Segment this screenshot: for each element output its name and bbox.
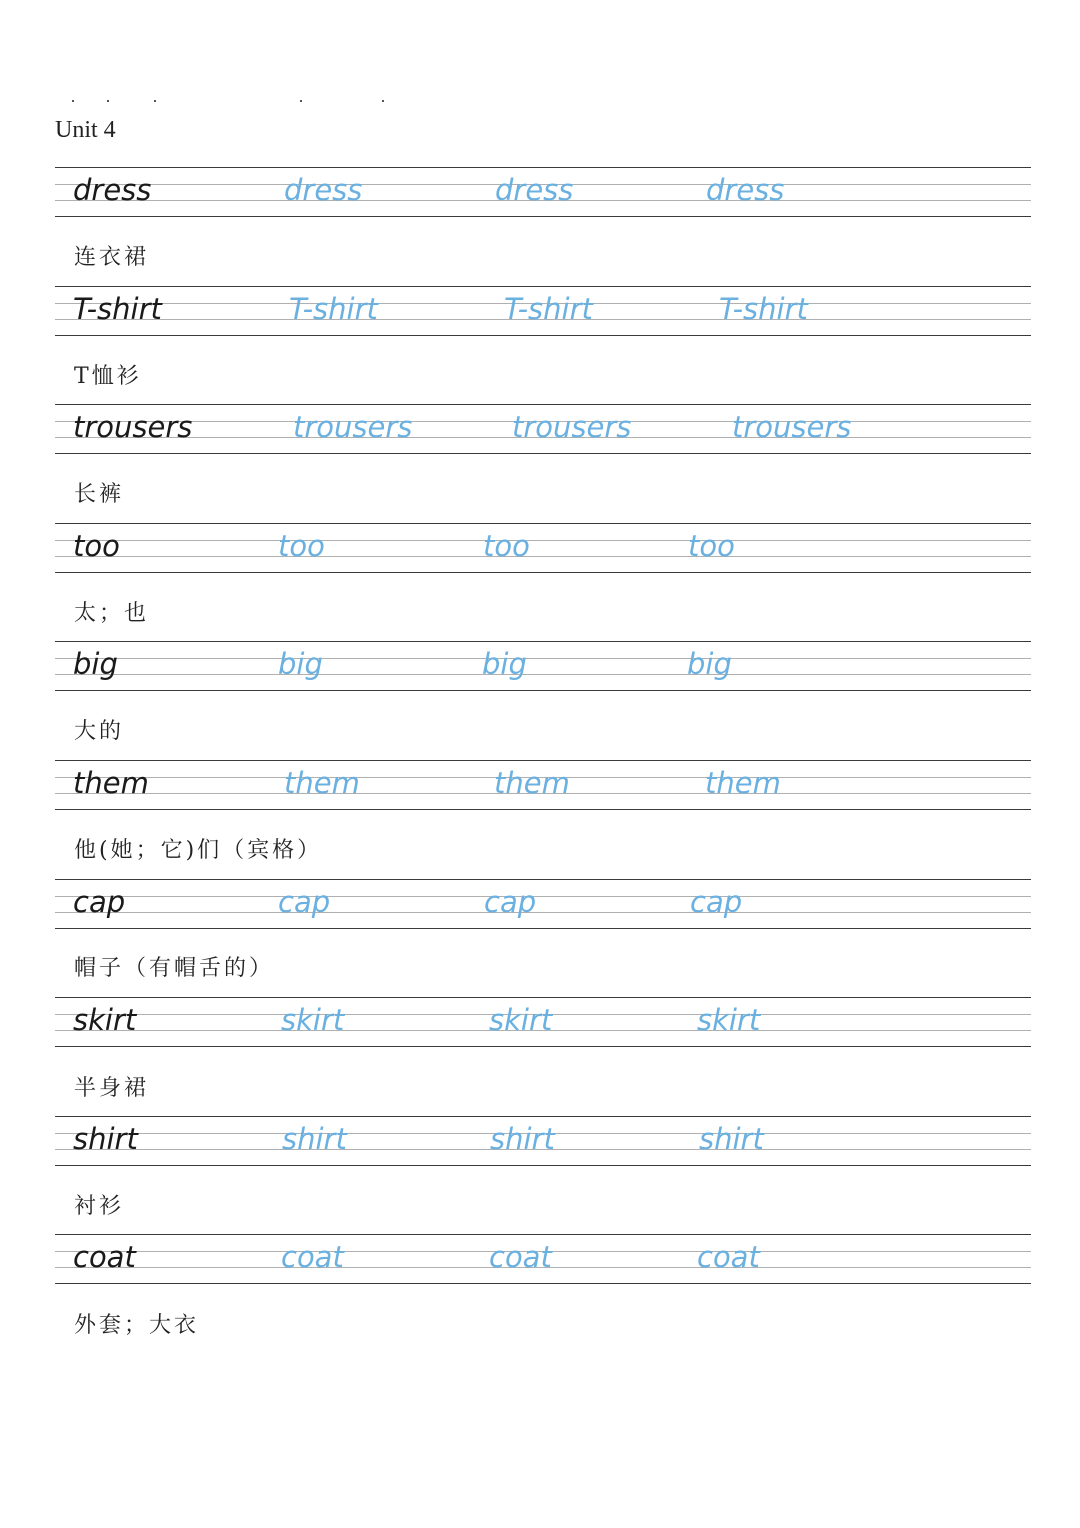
- scan-artifact-dots: [70, 96, 400, 104]
- vocab-word: shirt: [73, 1122, 138, 1156]
- trace-word: them: [494, 766, 570, 800]
- vocab-word: trousers: [73, 410, 193, 444]
- trace-word: big: [687, 647, 732, 681]
- word-meaning: 连衣裙: [74, 245, 150, 270]
- rule-line: [55, 453, 1031, 454]
- writing-lines: [55, 286, 1031, 337]
- writing-lines: [55, 641, 1031, 692]
- rule-line: [55, 912, 1031, 913]
- vocab-entry: [55, 523, 1031, 641]
- rule-line: [55, 335, 1031, 336]
- writing-lines: [55, 1116, 1031, 1167]
- writing-lines: [55, 879, 1031, 930]
- rule-line: [55, 1283, 1031, 1284]
- vocab-word: too: [73, 529, 120, 563]
- writing-lines: [55, 997, 1031, 1048]
- vocab-entry: [55, 997, 1031, 1115]
- vocab-entry: [55, 1116, 1031, 1234]
- vocab-entry: [55, 1234, 1031, 1352]
- trace-word: trousers: [512, 410, 632, 444]
- rule-line: [55, 1234, 1031, 1235]
- trace-word: cap: [484, 885, 537, 919]
- rule-line: [55, 658, 1031, 659]
- trace-word: dress: [495, 173, 574, 207]
- trace-word: skirt: [489, 1003, 553, 1037]
- trace-word: too: [483, 529, 530, 563]
- vocab-word: coat: [73, 1240, 136, 1274]
- word-meaning: 帽子（有帽舌的）: [74, 956, 275, 981]
- trace-word: big: [278, 647, 323, 681]
- writing-lines: [55, 523, 1031, 574]
- rule-line: [55, 928, 1031, 929]
- trace-word: dress: [284, 173, 363, 207]
- vocab-entry: [55, 879, 1031, 997]
- trace-word: dress: [706, 173, 785, 207]
- word-meaning: 外套；大衣: [74, 1313, 200, 1338]
- word-meaning: 半身裙: [74, 1076, 150, 1101]
- vocab-word: cap: [73, 885, 126, 919]
- rule-line: [55, 216, 1031, 217]
- rule-line: [55, 896, 1031, 897]
- rule-line: [55, 286, 1031, 287]
- word-meaning: 大的: [74, 719, 125, 744]
- word-meaning: 长裤: [74, 482, 125, 507]
- trace-word: skirt: [281, 1003, 345, 1037]
- vocab-word: dress: [73, 173, 152, 207]
- vocab-entry: [55, 641, 1031, 759]
- vocab-entry: [55, 404, 1031, 522]
- writing-lines: [55, 1234, 1031, 1285]
- rule-line: [55, 523, 1031, 524]
- trace-word: too: [278, 529, 325, 563]
- rule-line: [55, 809, 1031, 810]
- rule-line: [55, 674, 1031, 675]
- rule-line: [55, 556, 1031, 557]
- vocab-entry: [55, 760, 1031, 878]
- trace-word: shirt: [490, 1122, 555, 1156]
- trace-word: shirt: [699, 1122, 764, 1156]
- writing-lines: [55, 167, 1031, 218]
- artifact-dot: [154, 100, 156, 102]
- rule-line: [55, 760, 1031, 761]
- trace-word: trousers: [732, 410, 852, 444]
- rule-line: [55, 1046, 1031, 1047]
- rule-line: [55, 1116, 1031, 1117]
- word-meaning: 他(她；它)们（宾格）: [74, 838, 323, 863]
- trace-word: cap: [690, 885, 743, 919]
- rule-line: [55, 404, 1031, 405]
- vocab-word: T-shirt: [73, 292, 162, 326]
- vocab-word: big: [73, 647, 118, 681]
- rule-line: [55, 540, 1031, 541]
- trace-word: T-shirt: [719, 292, 808, 326]
- word-meaning: 太；也: [74, 601, 150, 626]
- rule-line: [55, 879, 1031, 880]
- artifact-dot: [300, 100, 302, 102]
- rule-line: [55, 997, 1031, 998]
- vocab-entry: [55, 286, 1031, 404]
- rule-line: [55, 1165, 1031, 1166]
- trace-word: skirt: [697, 1003, 761, 1037]
- trace-word: T-shirt: [504, 292, 593, 326]
- trace-word: them: [284, 766, 360, 800]
- artifact-dot: [107, 100, 109, 102]
- trace-word: trousers: [293, 410, 413, 444]
- trace-word: coat: [697, 1240, 760, 1274]
- trace-word: too: [688, 529, 735, 563]
- trace-word: them: [705, 766, 781, 800]
- trace-word: cap: [278, 885, 331, 919]
- artifact-dot: [72, 100, 74, 102]
- writing-lines: [55, 404, 1031, 455]
- trace-word: shirt: [282, 1122, 347, 1156]
- vocab-word: skirt: [73, 1003, 137, 1037]
- word-meaning: 衬衫: [74, 1194, 125, 1219]
- trace-word: big: [482, 647, 527, 681]
- rule-line: [55, 572, 1031, 573]
- artifact-dot: [382, 100, 384, 102]
- word-meaning: T恤衫: [74, 364, 142, 389]
- trace-word: T-shirt: [289, 292, 378, 326]
- rule-line: [55, 167, 1031, 168]
- rule-line: [55, 641, 1031, 642]
- vocab-word: them: [73, 766, 149, 800]
- rule-line: [55, 690, 1031, 691]
- vocab-entry: [55, 167, 1031, 285]
- trace-word: coat: [489, 1240, 552, 1274]
- trace-word: coat: [281, 1240, 344, 1274]
- writing-lines: [55, 760, 1031, 811]
- unit-title: Unit 4: [55, 117, 116, 143]
